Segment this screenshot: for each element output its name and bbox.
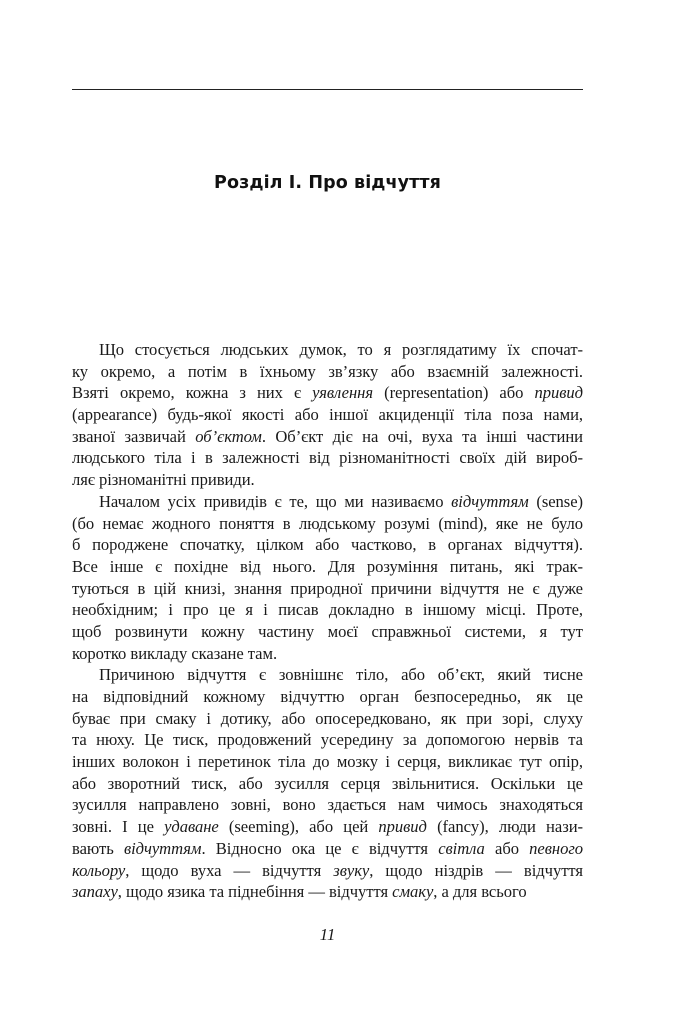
paragraph-3-line [72, 664, 583, 686]
text-run: (sense) [528, 491, 583, 511]
text-run: , щодо вуха — відчуття [125, 860, 334, 880]
text-run: (бо немає жодного поняття в людському розумі (mind), яке не було [72, 513, 583, 533]
paragraph-3-line [72, 816, 583, 838]
text-run: ляє різноманітні привиди. [72, 470, 255, 490]
paragraph-1-line [72, 426, 583, 448]
text-run: , а для всього [433, 882, 527, 902]
paragraph-2-line [72, 491, 583, 513]
text-run: зовні. І це [72, 817, 165, 837]
text-run: вають [72, 838, 124, 858]
paragraph-3-line [72, 860, 583, 882]
text-run: або [484, 838, 530, 858]
text-run: б породжене спочатку, цілком або частково, в органах відчуття). [72, 535, 583, 555]
italic-term: запаху [72, 882, 118, 902]
italic-term: світла [438, 838, 485, 858]
paragraph-3-line [72, 686, 583, 708]
paragraph-1-line [72, 339, 583, 361]
text-run: (representation) або [372, 383, 535, 403]
paragraph-3-line [72, 794, 583, 816]
paragraph-3-line [72, 773, 583, 795]
text-run: . Відносно ока це є відчуття [201, 838, 439, 858]
italic-term: відчуттям [451, 491, 529, 511]
text-run: Причиною відчуття є зовнішнє тіло, або об’єкт, який тисне [99, 665, 583, 685]
text-run: ку окремо, а потім в їхньому зв’язку або взаємній залежності. [72, 361, 583, 381]
text-run: (appearance) будь-якої якості або іншої акциденції тіла поза нами, [72, 405, 583, 425]
italic-term: кольору [72, 860, 126, 880]
italic-term: певного [529, 838, 583, 858]
italic-term: привид [534, 383, 583, 403]
text-run: буває при смаку і дотику, або опосередковано, як при зорі, слуху [72, 708, 583, 728]
paragraph-2-line [72, 578, 583, 600]
paragraph-3-line [72, 708, 583, 730]
body-text [72, 339, 583, 903]
italic-term: привид [378, 817, 427, 837]
paragraph-1-line [72, 447, 583, 469]
text-run: званої зазвичай [72, 426, 196, 446]
text-run: Все інше є похідне від нього. Для розуміння питань, які трак- [72, 556, 583, 576]
paragraph-3-line [72, 751, 583, 773]
paragraph-1-line [72, 382, 583, 404]
paragraph-3-line [72, 881, 583, 903]
text-run: на відповідний кожному відчуттю орган безпосередньо, як це [72, 687, 583, 706]
text-run: коротко викладу сказане там. [72, 643, 278, 663]
paragraph-2-line [72, 643, 583, 665]
italic-term: уявлення [312, 383, 373, 403]
page-number: 11 [319, 925, 336, 944]
paragraph-2-line [72, 513, 583, 535]
paragraph-2-line [72, 534, 583, 556]
text-run: , щодо ніздрів — відчуття [369, 860, 583, 880]
text-run: та нюху. Це тиск, продовжений усередину за допомогою нервів та [72, 730, 583, 750]
paragraph-1-line [72, 469, 583, 491]
header-rule [72, 89, 583, 90]
paragraph-2-line [72, 621, 583, 643]
italic-term: об’єктом [195, 426, 262, 446]
text-run: (seeming), або цей [218, 817, 379, 837]
italic-term: відчуттям [123, 838, 202, 858]
text-run: Що стосується людських думок, то я розглядатиму їх спочат- [99, 340, 583, 359]
paragraph-2-line [72, 599, 583, 621]
text-run: або зворотний тиск, або зусилля серця звільнитися. Оскільки це [72, 773, 583, 793]
text-run: необхідним; і про це я і писав докладно в іншому місці. Проте, [72, 600, 583, 620]
text-run: (fancy), люди нази- [426, 817, 584, 837]
text-run: інших волокон і перетинок тіла до мозку і серця, викликає тут опір, [72, 752, 583, 772]
paragraph-3-line [72, 729, 583, 751]
paragraph-1-line [72, 404, 583, 426]
text-run: . Об’єкт діє на очі, вуха та інші частини [261, 426, 583, 446]
paragraph-2-line [72, 556, 583, 578]
chapter-title: Розділ І. Про відчуття [214, 173, 441, 193]
text-run: щоб розвинути кожну частину моєї справжньої системи, я тут [72, 621, 583, 641]
italic-term: удаване [164, 817, 219, 837]
paragraph-3-line [72, 838, 583, 860]
paragraph-1-line [72, 361, 583, 383]
text-run: , щодо язика та піднебіння — відчуття [117, 882, 393, 902]
text-run: людського тіла і в залежності від різноманітності своїх дій вироб- [72, 448, 583, 468]
text-run: Взяті окремо, кожна з них є [72, 383, 313, 403]
text-run: зусилля направлено зовні, воно здається нам чимось знаходяться [72, 795, 583, 815]
italic-term: смаку [392, 882, 434, 902]
text-run: туються в цій книзі, знання природної причини відчуття не є дуже [72, 578, 583, 598]
text-run: Началом усіх привидів є те, що ми називаємо [99, 491, 452, 511]
italic-term: звуку [333, 860, 370, 880]
